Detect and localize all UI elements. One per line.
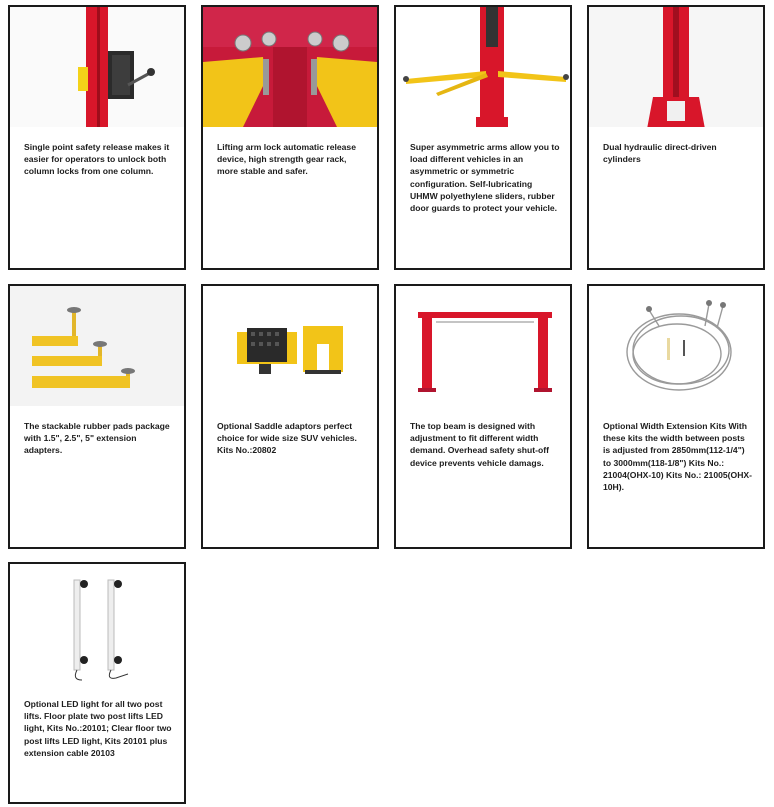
feature-card-saddle-adaptors [201,284,379,549]
feature-description: Optional LED light for all two post lifts. Floor plate two post lifts LED light, Kits No.:20101; Clear floor two post lifts LED light, Kits 20101 plus extension cable 20103 [24,699,172,758]
lifting-arm-lock-photo [203,7,377,127]
feature-card-arm-lock [201,5,379,270]
saddle-adaptors-photo [203,286,377,406]
feature-description: Single point safety release makes it easier for operators to unlock both column locks from one column. [24,142,170,177]
feature-description: Lifting arm lock automatic release device, high strength gear rack, more stable and safer. [217,142,356,177]
feature-description: Dual hydraulic direct-driven cylinders [603,142,717,165]
width-extension-kits-photo [589,286,763,406]
hydraulic-cylinders-photo [589,7,763,127]
asymmetric-arms-photo [396,7,570,127]
feature-card-rubber-pads [8,284,186,549]
led-light-photo [10,564,184,684]
feature-card-hydraulic-cylinders [587,5,765,270]
feature-card-asymmetric-arms [394,5,572,270]
feature-card-led-light [8,562,186,804]
feature-card-safety-release [8,5,186,270]
feature-description: The top beam is designed with adjustment to fit different width demand. Overhead safety shut-off device prevents vehicle damags. [410,421,549,468]
feature-description: Optional Saddle adaptors perfect choice for wide size SUV vehicles. Kits No.:20802 [217,421,357,456]
single-point-safety-release-photo [10,7,184,127]
stackable-rubber-pads-photo [10,286,184,406]
feature-description: Optional Width Extension Kits With these kits the width between posts is adjusted from 2850mm(112-1/4") to 3000mm(118-1/8") Kits No.: 21004(OHX-10) Kits No.: 21005(OHX-10H). [603,421,753,493]
feature-description: Super asymmetric arms allow you to load different vehicles in an asymmetric or symmetric configuration. Self-lubricating UHMW polyethylene sliders, rubber door guards to protect your vehicle. [410,142,560,214]
top-beam-photo [396,286,570,406]
feature-card-width-extension [587,284,765,549]
feature-description: The stackable rubber pads package with 1.5", 2.5", 5" extension adapters. [24,421,170,456]
feature-card-top-beam [394,284,572,549]
